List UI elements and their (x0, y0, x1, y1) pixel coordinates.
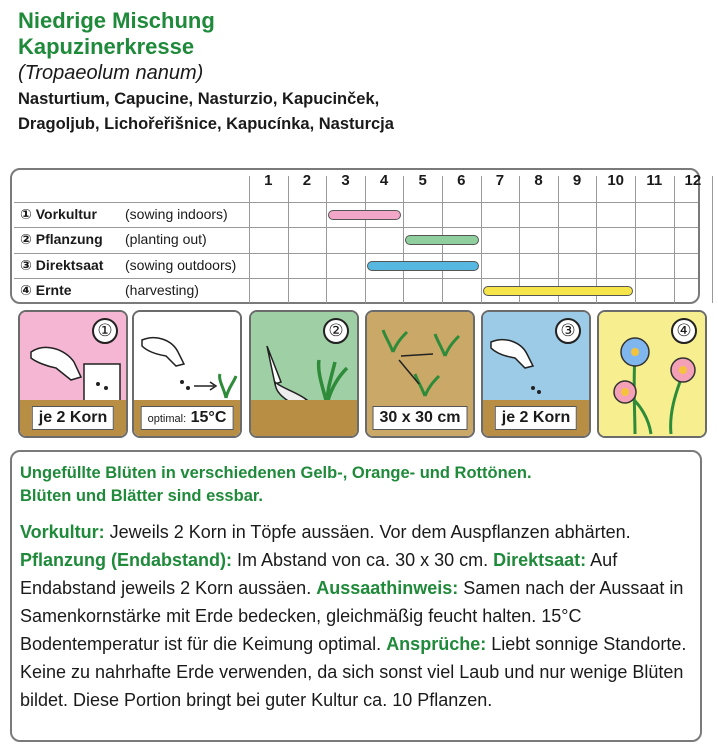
grid-vline (519, 176, 520, 303)
grid-vline (365, 176, 366, 303)
step-number: ① (92, 318, 118, 344)
text-ansprueche: Liebt sonnige Standorte. Keine zu nahrhafte Erde verwenden, da sich sonst viel Laub und nur wenige Blüten bildet. Diese Portion bringt bei guter Kultur ca. 10 Pflanzen. (20, 634, 687, 710)
grid-vline (635, 176, 636, 303)
grid-hline (14, 202, 698, 203)
key-vorkultur: Vorkultur: (20, 522, 105, 542)
panel-ernte (597, 310, 707, 438)
grid-hline (14, 278, 698, 279)
period-bar (328, 210, 401, 220)
period-bar (483, 286, 633, 296)
panel-temperature (132, 310, 242, 438)
grid-vline (596, 176, 597, 303)
month-label: 11 (646, 172, 663, 189)
key-pflanzung: Pflanzung (Endabstand): (20, 550, 232, 570)
period-bar (367, 261, 479, 271)
row-hint: (harvesting) (125, 282, 199, 298)
row-label: ② Pflanzung (20, 231, 103, 247)
flowers-icon (605, 334, 705, 436)
grid-vline (712, 176, 713, 303)
latin-name: (Tropaeolum nanum) (18, 62, 204, 84)
step-number: ④ (671, 318, 697, 344)
panel-label: je 2 Korn (495, 406, 577, 430)
month-label: 4 (379, 172, 389, 189)
step-number: ③ (555, 318, 581, 344)
month-label: 12 (684, 172, 702, 189)
panel-pflanzung (249, 310, 359, 438)
key-aussaathinweis: Aussaathinweis: (316, 578, 459, 598)
lead-line-2: Blüten und Blätter sind essbar. (20, 487, 263, 505)
panel-label: 30 x 30 cm (373, 406, 468, 430)
grid-vline (288, 176, 289, 303)
panel-spacing (365, 310, 475, 438)
common-names-line-2: Dragoljub, Lichořeřišnice, Kapucínka, Nasturcja (18, 115, 394, 133)
panel-direktsaat (481, 310, 591, 438)
title-line-1: Niedrige Mischung (18, 8, 215, 33)
pink-flower (614, 381, 636, 403)
text-direktsaat: Auf Endabstand jeweils 2 Korn aussäen. (20, 550, 618, 598)
grid-vline (326, 176, 327, 303)
month-label: 9 (572, 172, 582, 189)
blue-flower (621, 338, 649, 366)
grid-vline (249, 176, 250, 303)
month-label: 7 (495, 172, 505, 189)
month-label: 2 (302, 172, 312, 189)
period-bar (405, 235, 478, 245)
month-label: 10 (607, 172, 625, 189)
lead-line-1: Ungefüllte Blüten in verschiedenen Gelb-, Orange- und Rottönen. (20, 464, 532, 482)
grid-hline (14, 227, 698, 228)
month-label: 6 (457, 172, 466, 189)
row-label: ③ Direktsaat (20, 256, 104, 273)
grid-vline (558, 176, 559, 303)
panel-label-small: optimal: (147, 413, 187, 425)
grid-vline (481, 176, 482, 303)
header (18, 8, 698, 136)
seed-sprout-icon (138, 330, 238, 402)
month-label: 1 (264, 172, 273, 189)
soil (251, 400, 357, 436)
row-hint: (sowing outdoors) (125, 256, 237, 273)
key-direktsaat: Direktsaat: (493, 550, 587, 570)
month-label: 3 (341, 172, 350, 189)
pink-flower (671, 358, 695, 382)
panel-vorkultur (18, 310, 128, 438)
month-label: 8 (534, 172, 543, 189)
row-label: ④ Ernte (20, 282, 72, 298)
grid-vline (674, 176, 675, 303)
grid-hline (14, 253, 698, 254)
description-lead (20, 462, 690, 508)
panel-label: je 2 Korn (32, 406, 114, 430)
title-line-2: Kapuzinerkresse (18, 34, 195, 59)
text-vorkultur: Jeweils 2 Korn in Töpfe aussäen. Vor dem Auspflanzen abhärten. (104, 522, 631, 542)
grid-vline (403, 176, 404, 303)
panel-label (141, 406, 234, 430)
plant-spacing-icon (373, 322, 473, 400)
month-label: 5 (418, 172, 427, 189)
text-aussaathinweis: Samen nach der Aussaat in Samenkornstärke mit Erde bedecken, gleichmäßig feucht halten. 15°C Bodentemperatur ist für die Keimung optimal. (20, 578, 684, 654)
step-number: ② (323, 318, 349, 344)
key-ansprueche: Ansprüche: (386, 634, 487, 654)
common-names-line-1: Nasturtium, Capucine, Nasturzio, Kapucinček, (18, 90, 380, 108)
description-body (20, 518, 700, 714)
panel-label-value: 15°C (190, 409, 227, 426)
row-hint: (planting out) (125, 231, 207, 247)
row-hint: (sowing indoors) (125, 205, 228, 222)
text-pflanzung: Im Abstand von ca. 30 x 30 cm. (231, 550, 494, 570)
row-label: ① Vorkultur (20, 205, 97, 222)
